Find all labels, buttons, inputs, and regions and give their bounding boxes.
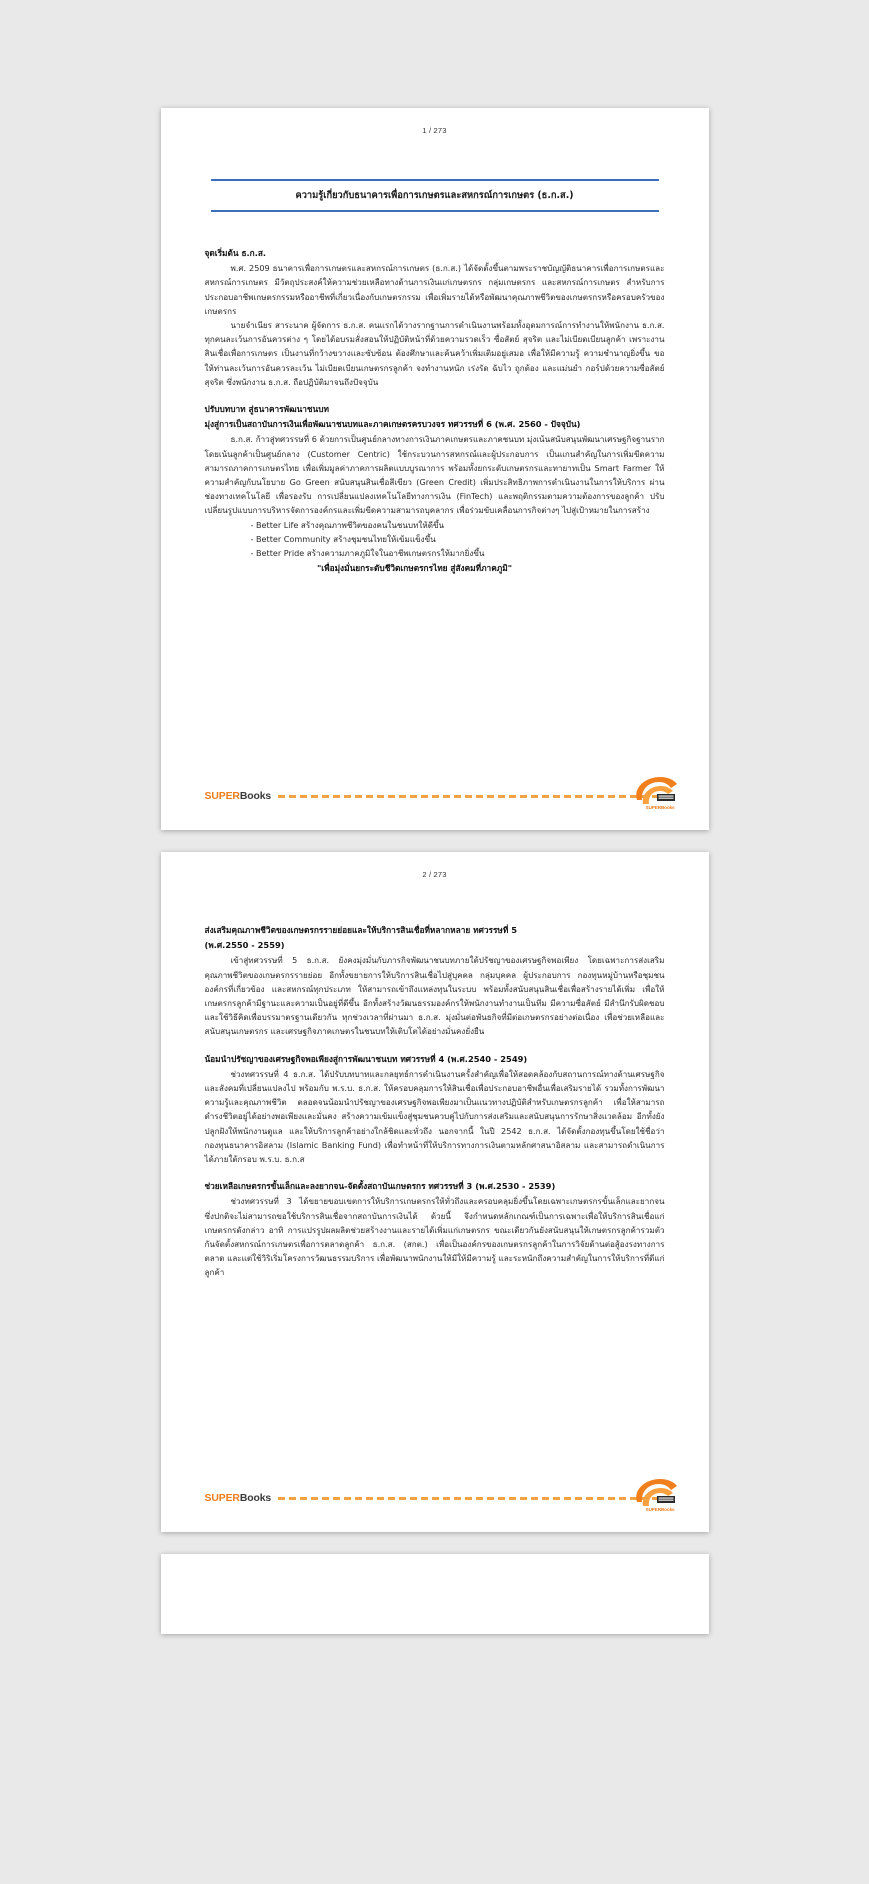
footer-brand-books: Books	[239, 791, 272, 802]
section-heading-decade5-years: (พ.ศ.2550 - 2559)	[204, 940, 285, 951]
list-item: - Better Pride สร้างความภาคภูมิใจในอาชีพเกษตรกรให้มากยิ่งขึ้น	[250, 548, 485, 558]
footer-brand-super: SUPER	[204, 1493, 240, 1504]
footer-brand-books: Books	[239, 1493, 272, 1504]
motto-quote: "เพื่อมุ่งมั่นยกระดับชีวิตเกษตรกรไทย สู่สังคมที่ภาคภูมิ"	[316, 563, 513, 574]
document-title-block	[211, 179, 659, 212]
footer-dashed-rule	[278, 795, 670, 798]
paragraph: ธ.ก.ส. ก้าวสู่ทศวรรษที่ 6 ด้วยการเป็นศูนย์กลางทางการเงินภาคเกษตรและภาคชนบท มุ่งเน้นสนับสนุนพัฒนาเศรษฐกิจฐานราก โดยเน้นลูกค้าเป็นศูนย์กลาง (Customer Centric) ใช้กระบวนการสหกรณ์และผู้ประกอบการ เป็นแกนสำคัญในการเพิ่มขีดความสามารถภาคการเกษตรไทย เพื่อเพิ่มมูลค่าภาคการผลิตแบบบูรณาการ พร้อมทั้งยกระดับเกษตรกรและทายาทเป็น Smart Farmer ให้ความสำคัญกับนโยบาย Go Green สนับสนุนสินเชื่อสีเขียว (Green Credit) เพิ่มประสิทธิภาพการดำเนินงานในการให้บริการ ผ่านช่องทางเทคโนโลยี เพื่อรองรับ การเปลี่ยนแปลงเทคโนโลยีทางการเงิน (FinTech) และพฤติกรรมตามความต้องการของลูกค้า ปรับเปลี่ยนรูปแบบการบริหารจัดการองค์กรและเพิ่มขีดความสามารถบุคลากร เพื่อร่วมขับเคลื่อนการกิจต่างๆ ไปสู่เป้าหมายในการสร้าง	[204, 434, 665, 516]
footer-brand-super: SUPER	[204, 791, 240, 802]
page-footer	[205, 1478, 679, 1512]
footer-brand	[205, 791, 272, 802]
section-spacer	[205, 1166, 665, 1179]
page-footer	[205, 776, 679, 810]
paragraph: ช่วงทศวรรษที่ 3 ได้ขยายขอบเขตการให้บริการเกษตรกรให้ทั่วถึงและครอบคลุมยิ่งขึ้นโดยเฉพาะเกษตรกรขั้นเล็กและยากจน ซึ่งปกติจะไม่สามารถขอใช้บริการสินเชื่อจากสถาบันการเงินได้ ด้วยนี้ จึงกำหนดหลักเกณฑ์เป็นการเฉพาะเพื่อให้บริการสินเชื่อแก่เกษตรกรดังกล่าว อาทิ การแปรรูปผลผลิตช่วยสร้างงานและรายได้เพิ่มแก่เกษตรกร ขณะเดียวกันยังสนับสนุนให้เกษตรกรลูกค้ารวมตัวกันจัดตั้งสหกรณ์การเกษตรเพื่อการตลาดลูกค้า ธ.ก.ส. (สกต.) เพื่อเป็นองค์กรของเกษตรกรลูกค้าในการวิจัยด้านต่อสู้องรงทางการตลาด และแต่ใช้วิริเริ่มโครงการวัฒนธรรมบริการ เพื่อพัฒนาพนักงานให้มีให้มีความรู้ และระหนักถึงความสำคัญในการให้บริการที่ดีแก่ลูกค้า	[204, 1196, 665, 1278]
section-heading-decade4: น้อมนำปรัชญาของเศรษฐกิจพอเพียงสู่การพัฒนาชนบท ทศวรรษที่ 4 (พ.ศ.2540 - 2549)	[204, 1053, 528, 1064]
section-spacer	[205, 389, 665, 402]
document-page-2	[161, 852, 709, 1532]
document-page-1	[161, 108, 709, 830]
page-title: ความรู้เกี่ยวกับธนาคารเพื่อการเกษตรและสหกรณ์การเกษตร (ธ.ก.ส.)	[295, 190, 574, 202]
paragraph: พ.ศ. 2509 ธนาคารเพื่อการเกษตรและสหกรณ์การเกษตร (ธ.ก.ส.) ได้จัดตั้งขึ้นตามพระราชบัญญัติธนาคารเพื่อการเกษตรและสหกรณ์การเกษตร มีวัตถุประสงค์ให้ความช่วยเหลือทางด้านการเงินแก่เกษตรกร กลุ่มเกษตรกร และสหกรณ์การเกษตร สำหรับการประกอบอาชีพเกษตรกรรมหรืออาชีพที่เกี่ยวเนื่องกับเกษตรกรรม เพื่อเพิ่มรายได้หรือพัฒนาคุณภาพชีวิตของเกษตรกรหรือครอบครัวของเกษตรกร	[204, 263, 665, 316]
section-subheading-decade6: มุ่งสู่การเป็นสถาบันการเงินเพื่อพัฒนาชนบทและภาคเกษตรครบวงจร ทศวรรษที่ 6 (พ.ศ. 2560 - ปัจจุบัน)	[204, 419, 581, 430]
better-goals-list	[205, 518, 665, 561]
page-number-label: 1 / 273	[422, 126, 447, 135]
section-heading-origin: จุดเริ่มต้น ธ.ก.ส.	[204, 247, 267, 258]
footer-brand-row	[205, 791, 679, 802]
superbooks-logo-icon	[627, 1476, 683, 1510]
logo-caption: SUPERBooks	[645, 1507, 675, 1512]
document-page-3-partial	[161, 1554, 709, 1634]
paragraph: นายจำเนียร สาระนาค ผู้จัดการ ธ.ก.ส. คนแรกได้วางรากฐานการดำเนินงานพร้อมทั้งอุดมการณ์การทำงานให้พนักงาน ธ.ก.ส. ทุกคนละเว้นการอันควรต่าง ๆ โดยได้อบรมสั่งสอนให้ปฏิบัติหน้าที่ด้วยความรวดเร็ว ซื่อสัตย์ สุจริต และไม่เบียดเบียนลูกค้า เพราะงานสินเชื่อเพื่อการเกษตร เป็นงานที่กว้างขวางและซับซ้อน ต้องศึกษาและค้นคว้าเพิ่มเติมอยู่เสมอ เพื่อให้มีความรู้ ความชำนาญยิ่งขึ้น ขอให้ท่านละเว้นการอันควรละเว้น ไม่เบียดเบียนเกษตรกรลูกค้า จงทำงานหนัก เร่งรัด ฉับไว ถูกต้อง และแม่นยำ กอร์ปด้วยความซื่อสัตย์สุจริต ซึ่งพนักงาน ธ.ก.ส. ถือปฏิบัติมาจนถึงปัจจุบัน	[204, 319, 665, 387]
list-item: - Better Life สร้างคุณภาพชีวิตของคนในชนบทให้ดีขึ้น	[250, 519, 445, 530]
footer-dashed-rule	[278, 1497, 670, 1500]
footer-brand-row	[205, 1493, 679, 1504]
page-body	[205, 246, 665, 575]
title-rule-bottom	[211, 210, 659, 212]
paragraph: เข้าสู่ทศวรรษที่ 5 ธ.ก.ส. ยังคงมุ่งมั่นกับภารกิจพัฒนาชนบทภายใต้ปรัชญาของเศรษฐกิจพอเพียง โดยเฉพาะการส่งเสริมคุณภาพชีวิตของเกษตรกรรายย่อย อีกทั้งขยายการให้บริการสินเชื่อไปสู่บุคคล กลุ่มบุคคล ผู้ประกอบการ กองทุนหมู่บ้านหรือชุมชน องค์กรที่เกี่ยวข้อง และสหกรณ์ทุกประเภท ให้สามารถเข้าถึงแหล่งทุนในระบบ พร้อมทั้งสนับสนุนสินเชื่อเพื่อสร้างรายได้เพิ่ม เพื่อให้เกษตรกรลูกค้ามีฐานะและความเป็นอยู่ที่ดีขึ้น อีกทั้งสร้างวัฒนธรรมองค์กรให้พนักงานทำงานเป็นทีม มีความซื่อสัตย์ มีสำนึกรับผิดชอบ และใช้วิธีคิดเพื่อบรรมาตรฐานเดียวกัน ทุกช่วงเวลาที่ผ่านมา ธ.ก.ส. มุ่งมั่นต่อพันธกิจที่มีต่อเกษตรกรอย่างต่อเนื่อง เพื่อช่วยเหลือและสนับสนุนเกษตรกร และเศรษฐกิจภาคเกษตรในชนบทให้เติบโตได้อย่างมั่นคงยั่งยืน	[204, 955, 665, 1037]
paragraph: ช่วงทศวรรษที่ 4 ธ.ก.ส. ได้ปรับบทบาทและกลยุทธ์การดำเนินงานครั้งสำคัญเพื่อให้สอดคล้องกับสถานการณ์ทางด้านเศรษฐกิจ และสังคมที่เปลี่ยนแปลงไป พร้อมกับ พ.ร.บ. ธ.ก.ส. ให้ครอบคลุมการให้สินเชื่อเพื่อประกอบอาชีพอื่นเพื่อเสริมรายได้ รวมทั้งการพัฒนาความรู้และคุณภาพชีวิต ตลอดจนน้อมนำปรัชญาของเศรษฐกิจพอเพียงมาเป็นแนวทางปฏิบัติสำหรับเกษตรกรลูกค้า เพื่อให้สามารถดำรงชีวิตอยู่ได้อย่างพอเพียงและมั่นคง สร้างความเข้มแข็งสู่ชุมชนควบคู่ไปกับการส่งเสริมและสนับสนุนการรักษาสิ่งแวดล้อม อีกทั้งยังปลูกฝังให้พนักงานดูแล และให้บริการลูกค้าอย่างใกล้ชิดและทั่วถึง นอกจากนี้ ในปี 2542 ธ.ก.ส. ได้จัดตั้งกองทุนขึ้นโดยใช้ชื่อว่า กองทุนธนาคารอิสลาม (Islamic Banking Fund) เพื่อทำหน้าที่ให้บริการทางการเงินตามหลักศาสนาอิสลาม และสามารถดำเนินการได้ภายใต้กรอบ พ.ร.บ. ธ.ก.ส	[204, 1068, 665, 1165]
section-heading-decade3: ช่วยเหลือเกษตรกรขั้นเล็กและลงยากจน-จัดตั้งสถาบันเกษตรกร ทศวรรษที่ 3 (พ.ศ.2530 - 2539)	[204, 1181, 556, 1192]
page-number-label: 2 / 273	[422, 870, 447, 879]
superbooks-logo-icon	[627, 774, 683, 808]
logo-caption: SUPERBooks	[645, 805, 675, 810]
section-spacer	[205, 1039, 665, 1052]
list-item: - Better Community สร้างชุมชนไทยให้เข้มแข็งขึ้น	[250, 533, 436, 544]
page-body	[205, 923, 665, 1280]
footer-brand	[205, 1493, 272, 1504]
section-heading-rolechange: ปรับบทบาท สู่ธนาคารพัฒนาชนบท	[204, 403, 329, 414]
section-heading-decade5: ส่งเสริมคุณภาพชีวิตของเกษตรกรรายย่อยและให้บริการสินเชื่อที่หลากหลาย ทศวรรษที่ 5	[204, 925, 518, 935]
